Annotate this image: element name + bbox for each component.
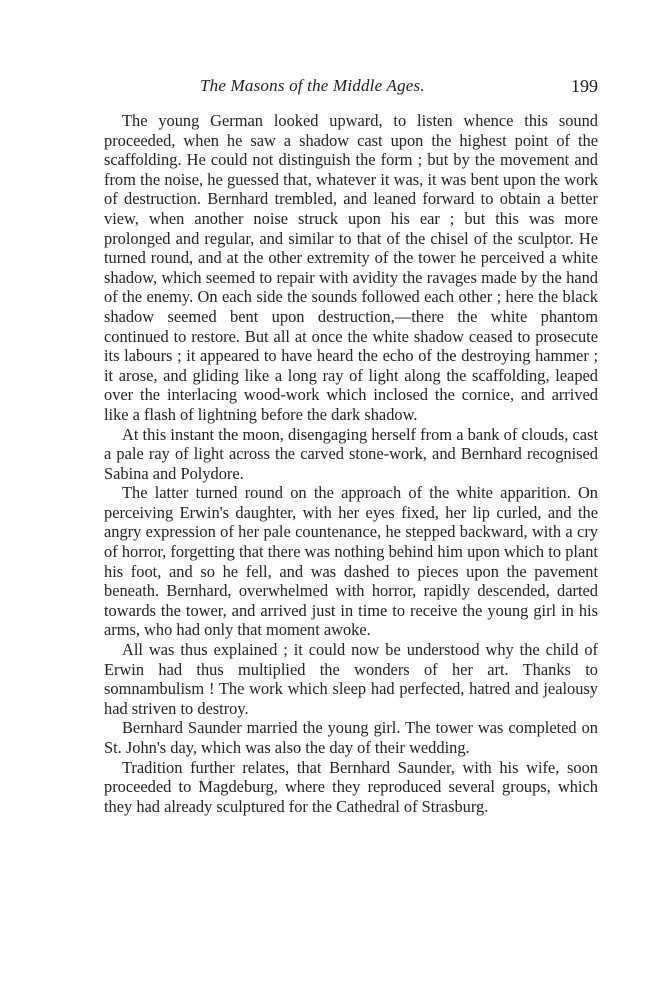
paragraph-6: Tradition further relates, that Bernhard Saunder, with his wife, soon proceeded to Magdeburg, where they reproduced several groups, which they had already sculptured for the Cathedral of Strasburg. xyxy=(104,757,598,816)
text-body xyxy=(104,111,598,816)
paragraph-3: The latter turned round on the approach of the white apparition. On perceiving Erwin's daughter, with her eyes fixed, her lip curled, and the angry expression of her pale countenance, he stepped backward, with a cry of horror, forgetting that there was nothing behind him upon which to plant his foot, and so he fell, and was dashed to pieces upon the pavement beneath. Bernhard, overwhelmed with horror, rapidly descended, darted towards the tower, and arrived just in time to receive the young girl in his arms, who had only that moment awoke. xyxy=(104,483,598,640)
page-number: 199 xyxy=(571,76,598,96)
paragraph-2: At this instant the moon, disengaging herself from a bank of clouds, cast a pale ray of light across the carved stone-work, and Bernhard recognised Sabina and Polydore. xyxy=(104,424,598,483)
running-head xyxy=(104,76,598,102)
paragraph-5: Bernhard Saunder married the young girl. The tower was completed on St. John's day, which was also the day of their wedding. xyxy=(104,718,598,757)
paragraph-1: The young German looked upward, to listen whence this sound proceeded, when he saw a shadow cast upon the highest point of the scaffolding. He could not distinguish the form ; but by the movement and from the noise, he guessed that, whatever it was, it was bent upon the work of destruction. Bernhard trembled, and leaned forward to obtain a better view, when another noise struck upon his ear ; but this was more prolonged and regular, and similar to that of the chisel of the sculptor. He turned round, and at the other extremity of the tower he perceived a white shadow, which seemed to repair with avidity the ravages made by the hand of the enemy. On each side the sounds followed each other ; here the black shadow seemed bent upon destruction,—there the white phantom continued to restore. But all at once the white shadow ceased to prosecute its labours ; it appeared to have heard the echo of the destroying hammer ; it arose, and gliding like a long ray of light along the scaffolding, leaped over the interlacing wood-work which inclosed the cornice, and arrived like a flash of lightning before the dark shadow. xyxy=(104,111,598,424)
paragraph-4: All was thus explained ; it could now be understood why the child of Erwin had thus multiplied the wonders of her art. Thanks to somnambulism ! The work which sleep had perfected, hatred and jealousy had striven to destroy. xyxy=(104,640,598,718)
running-title: The Masons of the Middle Ages. xyxy=(200,76,425,95)
